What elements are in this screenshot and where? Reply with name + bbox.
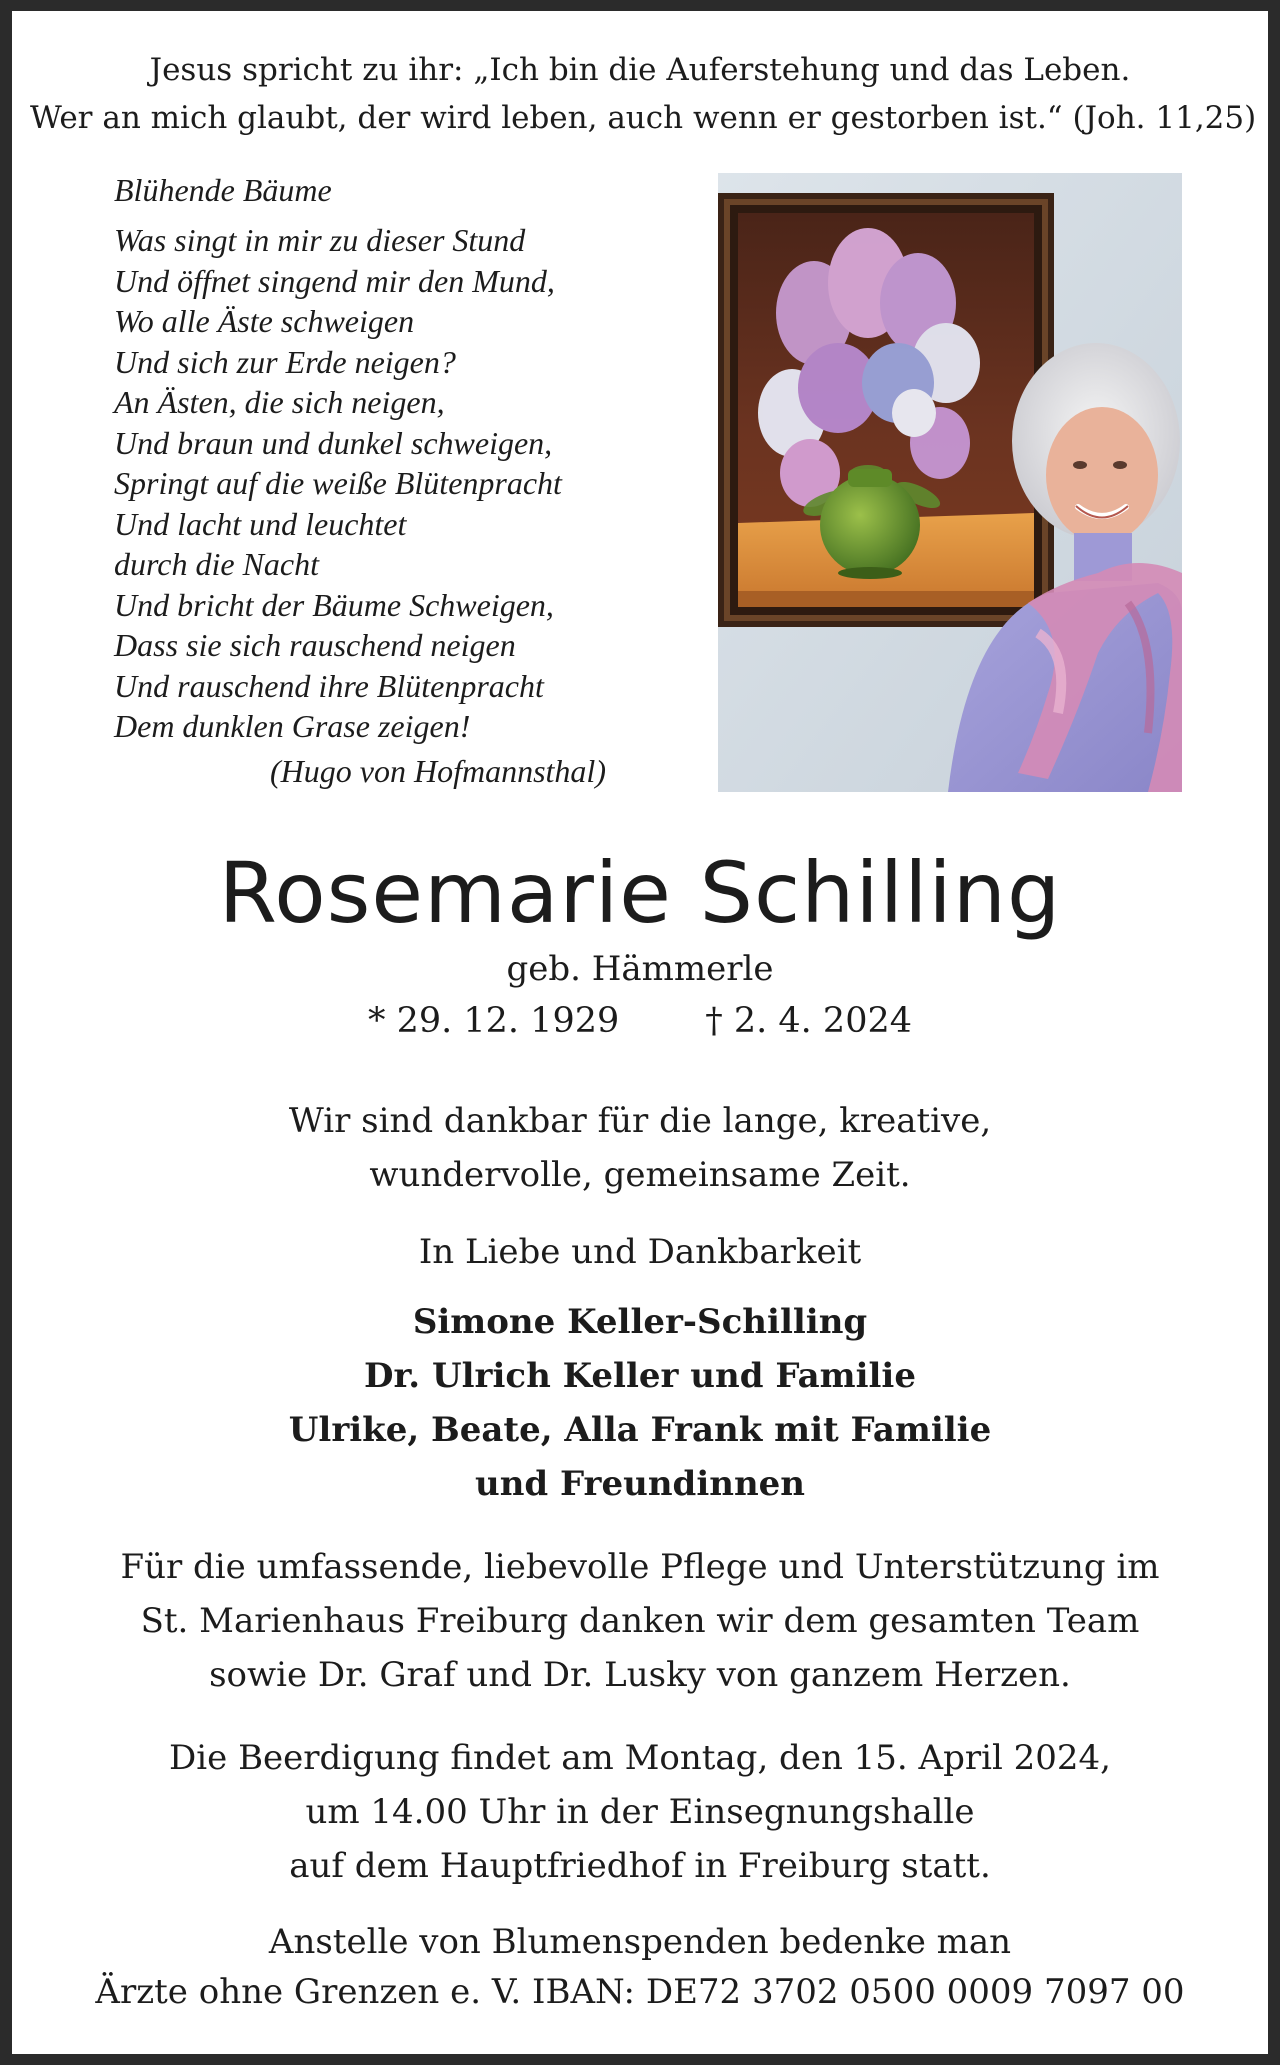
- poem-author: (Hugo von Hofmannsthal): [270, 753, 606, 789]
- bible-verse-line: Wer an mich glaubt, der wird leben, auch wenn er gestorben ist.“ (Joh. 11,25): [30, 100, 1257, 136]
- poem-line: durch die Nacht: [114, 546, 319, 582]
- funeral-line: Die Beerdigung findet am Montag, den 15. April 2024,: [169, 1738, 1111, 1778]
- mourner-name: und Freundinnen: [474, 1464, 806, 1504]
- mourner-name: Ulrike, Beate, Alla Frank mit Familie: [288, 1410, 992, 1450]
- poem-line: Wo alle Äste schweigen: [114, 303, 415, 339]
- gratitude-text: [40, 1094, 1240, 1202]
- donation-line: Anstelle von Blumenspenden bedenke man: [268, 1922, 1012, 1962]
- funeral-line: um 14.00 Uhr in der Einsegnungshalle: [305, 1792, 975, 1832]
- poem-line: Und rauschend ihre Blütenpracht: [114, 667, 544, 704]
- funeral-line: auf dem Hauptfriedhof in Freiburg statt.: [289, 1846, 991, 1886]
- poem-title: Blühende Bäume: [114, 172, 332, 208]
- mourners-list: [40, 1295, 1240, 1511]
- mourner-name: Simone Keller-Schilling: [412, 1302, 868, 1342]
- mourner-name: Dr. Ulrich Keller und Familie: [364, 1356, 916, 1396]
- donation-info: [40, 1917, 1240, 2017]
- gratitude-line: Wir sind dankbar für die lange, kreative,: [288, 1101, 992, 1141]
- poem-line: An Ästen, die sich neigen,: [114, 384, 445, 420]
- care-thanks-line: sowie Dr. Graf und Dr. Lusky von ganzem Herzen.: [209, 1655, 1071, 1695]
- care-thanks-line: St. Marienhaus Freiburg danken wir dem gesamten Team: [140, 1601, 1140, 1641]
- death-date: † 2. 4. 2024: [705, 1001, 913, 1041]
- care-thanks-line: Für die umfassende, liebevolle Pflege und Unterstützung im: [120, 1547, 1160, 1587]
- poem-line: Und öffnet singend mir den Mund,: [114, 262, 555, 299]
- poem-line: Und lacht und leuchtet: [114, 505, 407, 542]
- bible-verse: [30, 46, 1257, 142]
- mourners-intro: In Liebe und Dankbarkeit: [418, 1232, 862, 1272]
- portrait-photo: [718, 173, 1182, 792]
- poem-line: Dass sie sich rauschend neigen: [114, 627, 516, 663]
- poem-line: Und braun und dunkel schweigen,: [114, 424, 553, 461]
- deceased-name: Rosemarie Schilling: [218, 844, 1062, 942]
- maiden-name: geb. Hämmerle: [506, 949, 774, 989]
- poem-line: Dem dunklen Grase zeigen!: [114, 708, 471, 744]
- poem-line: Springt auf die weiße Blütenpracht: [114, 465, 562, 501]
- poem: [114, 170, 674, 747]
- donation-line: Ärzte ohne Grenzen e. V. IBAN: DE72 3702 0500 0009 7097 00: [95, 1972, 1185, 2012]
- poem-line: Und bricht der Bäume Schweigen,: [114, 586, 554, 623]
- life-dates: [0, 997, 1280, 1045]
- gratitude-line: wundervolle, gemeinsame Zeit.: [369, 1155, 911, 1195]
- poem-line: Und sich zur Erde neigen?: [114, 343, 456, 380]
- funeral-info: [40, 1731, 1240, 1893]
- care-thanks: [40, 1540, 1240, 1702]
- birth-date: * 29. 12. 1929: [367, 1001, 620, 1041]
- poem-line: Was singt in mir zu dieser Stund: [114, 222, 526, 258]
- bible-verse-line: Jesus spricht zu ihr: „Ich bin die Auferstehung und das Leben.: [149, 52, 1131, 88]
